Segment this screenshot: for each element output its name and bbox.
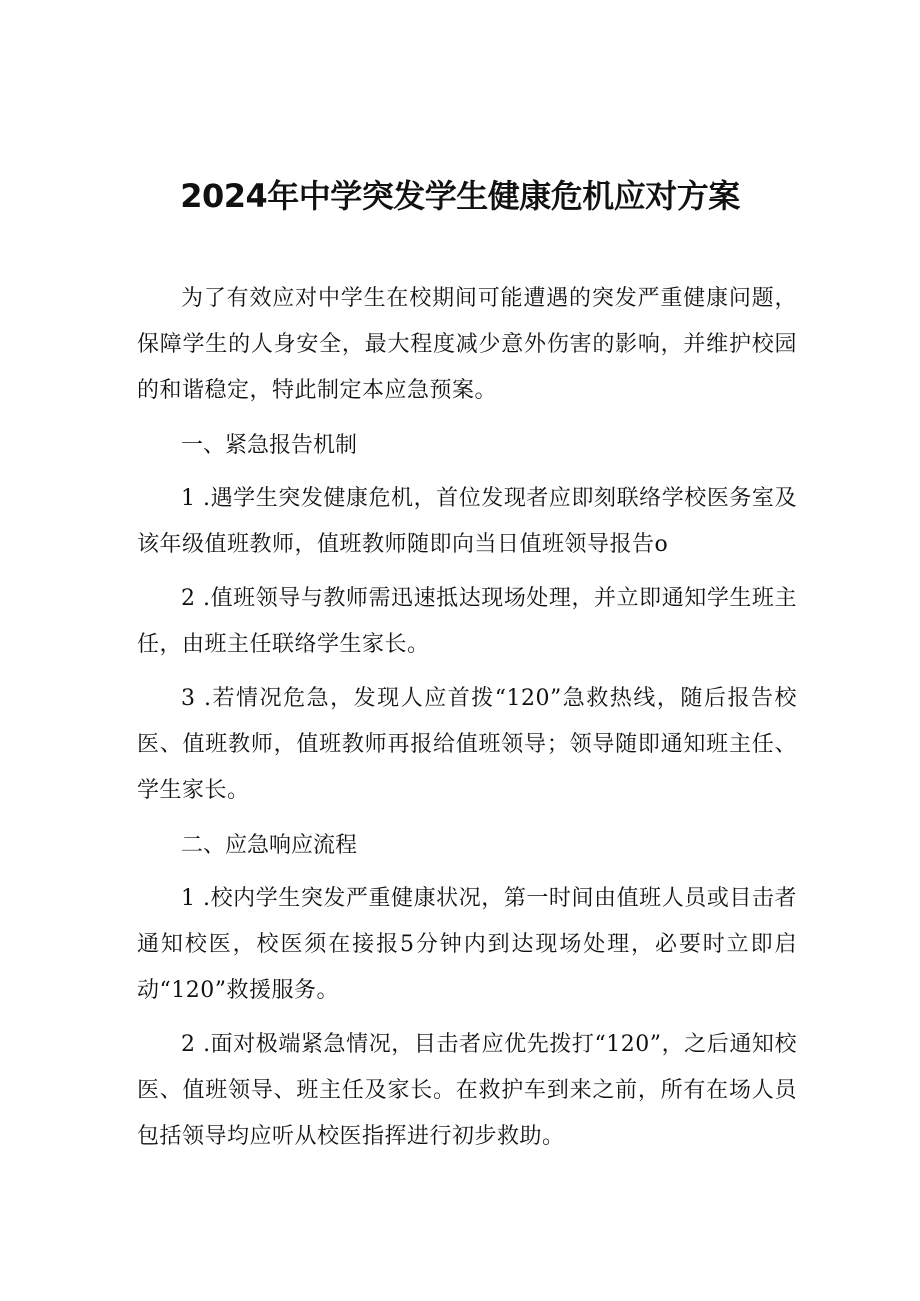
section-item: 2 .值班领导与教师需迅速抵达现场处理，并立即通知学生班主任，由班主任联络学生家长。: [137, 586, 797, 657]
section-heading: 二、应急响应流程: [181, 833, 358, 858]
section-heading: 一、紧急报告机制: [181, 433, 358, 458]
section-emergency-response: [137, 822, 797, 1160]
intro-paragraph: 为了有效应对中学生在校期间可能遭遇的突发严重健康问题，保障学生的人身安全，最大程度减少意外伤害的影响，并维护校园的和谐稳定，特此制定本应急预案。: [137, 286, 797, 403]
document-body: [137, 276, 797, 1168]
section-item: 3 .若情况危急，发现人应首拨“120”急救热线，随后报告校医、值班教师，值班教师再报给值班领导；领导随即通知班主任、学生家长。: [137, 686, 797, 803]
document-title: 2024年中学突发学生健康危机应对方案: [180, 177, 740, 215]
section-emergency-reporting: [137, 422, 797, 814]
section-item: 1 .遇学生突发健康危机，首位发现者应即刻联络学校医务室及该年级值班教师，值班教师随即向当日值班领导报告o: [137, 486, 797, 557]
section-item: 1 .校内学生突发严重健康状况，第一时间由值班人员或目击者通知校医，校医须在接报5分钟内到达现场处理，必要时立即启动“120”救援服务。: [137, 886, 797, 1003]
section-item: 2 .面对极端紧急情况，目击者应优先拨打“120”，之后通知校医、值班领导、班主任及家长。在救护车到来之前，所有在场人员包括领导均应听从校医指挥进行初步救助。: [137, 1032, 797, 1149]
